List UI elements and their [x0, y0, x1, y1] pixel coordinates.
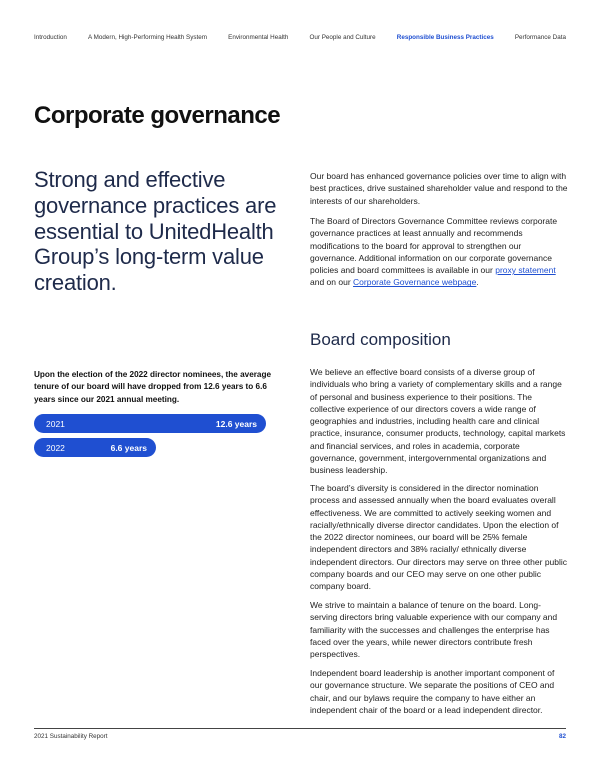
intro-p2-text: The Board of Directors Governance Committee reviews corporate governance practices at least annually and recommends modifications to the board for approval to strengthen our governance. Additional information on our corporate governance policies and board committees is available in our — [310, 216, 558, 276]
bar-2022 — [34, 438, 156, 457]
nav-item-introduction[interactable]: Introduction — [34, 34, 67, 41]
tenure-bar-chart — [34, 414, 266, 462]
board-paragraph-1: We believe an effective board consists of a diverse group of individuals who bring a variety of complementary skills and a range of personal and business experience to their positions. The collective experience of our directors covers a wide range of geographies and industries, including health care and clinical practice, insurance, consumer products, technology, capital markets and financial services, and roles in academia, corporate governance, government, intergovernmental organizations and business leadership. — [310, 367, 566, 476]
intro-paragraph-2 — [310, 215, 568, 289]
nav-item-people-culture[interactable]: Our People and Culture — [309, 34, 376, 41]
bar-2021-value: 12.6 years — [215, 419, 257, 429]
board-composition-heading: Board composition — [310, 330, 451, 349]
bar-row-2022 — [34, 438, 266, 457]
nav-item-environmental-health[interactable]: Environmental Health — [228, 34, 289, 41]
footer-page-number: 82 — [558, 733, 566, 740]
board-paragraph-4: Independent board leadership is another important component of our governance structure. We separate the positions of CEO and chair, and our bylaws require the company to have either an independent chair of the board or a lead independent director. — [310, 668, 555, 715]
corporate-governance-link[interactable]: Corporate Governance webpage — [353, 277, 477, 288]
nav-item-health-system[interactable]: A Modern, High-Performing Health System — [88, 34, 208, 41]
intro-p2-mid: and on our — [310, 277, 351, 288]
top-navigation — [34, 34, 566, 46]
intro-p2-end: . — [476, 277, 479, 288]
nav-item-responsible-business[interactable]: Responsible Business Practices — [396, 34, 494, 41]
nav-item-performance-data[interactable]: Performance Data — [514, 34, 566, 41]
bar-2022-value: 6.6 years — [110, 443, 147, 453]
footer-divider — [34, 728, 566, 729]
bar-2021 — [34, 414, 266, 433]
intro-paragraph-1: Our board has enhanced governance policies over time to align with best practices, drive sustained shareholder value and respond to the interests of our shareholders. — [310, 171, 568, 206]
board-paragraph-2: The board’s diversity is considered in the director nomination process and assessed annually when the board evaluates overall effectiveness. We are committed to actively seeking women and racially/ethnically diverse director candidates. Upon the election of the 2022 director nominees, our board will be 25% female independent directors and 38% racially/ ethnically diverse independent directors. Our directors may serve on three other public company boards and our CEO may serve on one other public company board. — [310, 483, 568, 592]
bar-row-2021 — [34, 414, 266, 433]
proxy-statement-link[interactable]: proxy statement — [495, 265, 556, 276]
page-title: Corporate governance — [34, 102, 281, 129]
lead-quote: Strong and effective governance practices are essential to UnitedHealth Group’s long-term value creation. — [34, 167, 277, 296]
bar-2021-year: 2021 — [46, 419, 65, 429]
bar-2022-year: 2022 — [46, 443, 65, 453]
footer-report-title: 2021 Sustainability Report — [34, 733, 108, 740]
tenure-callout: Upon the election of the 2022 director nominees, the average tenure of our board will have dropped from 12.6 years to 6.6 years since our 2021 annual meeting. — [34, 370, 272, 404]
board-paragraph-3: We strive to maintain a balance of tenure on the board. Long-serving directors bring valuable experience with our company and familiarity with the successes and challenges the enterprise has faced over the years, while newer directors contribute fresh perspectives. — [310, 600, 558, 660]
